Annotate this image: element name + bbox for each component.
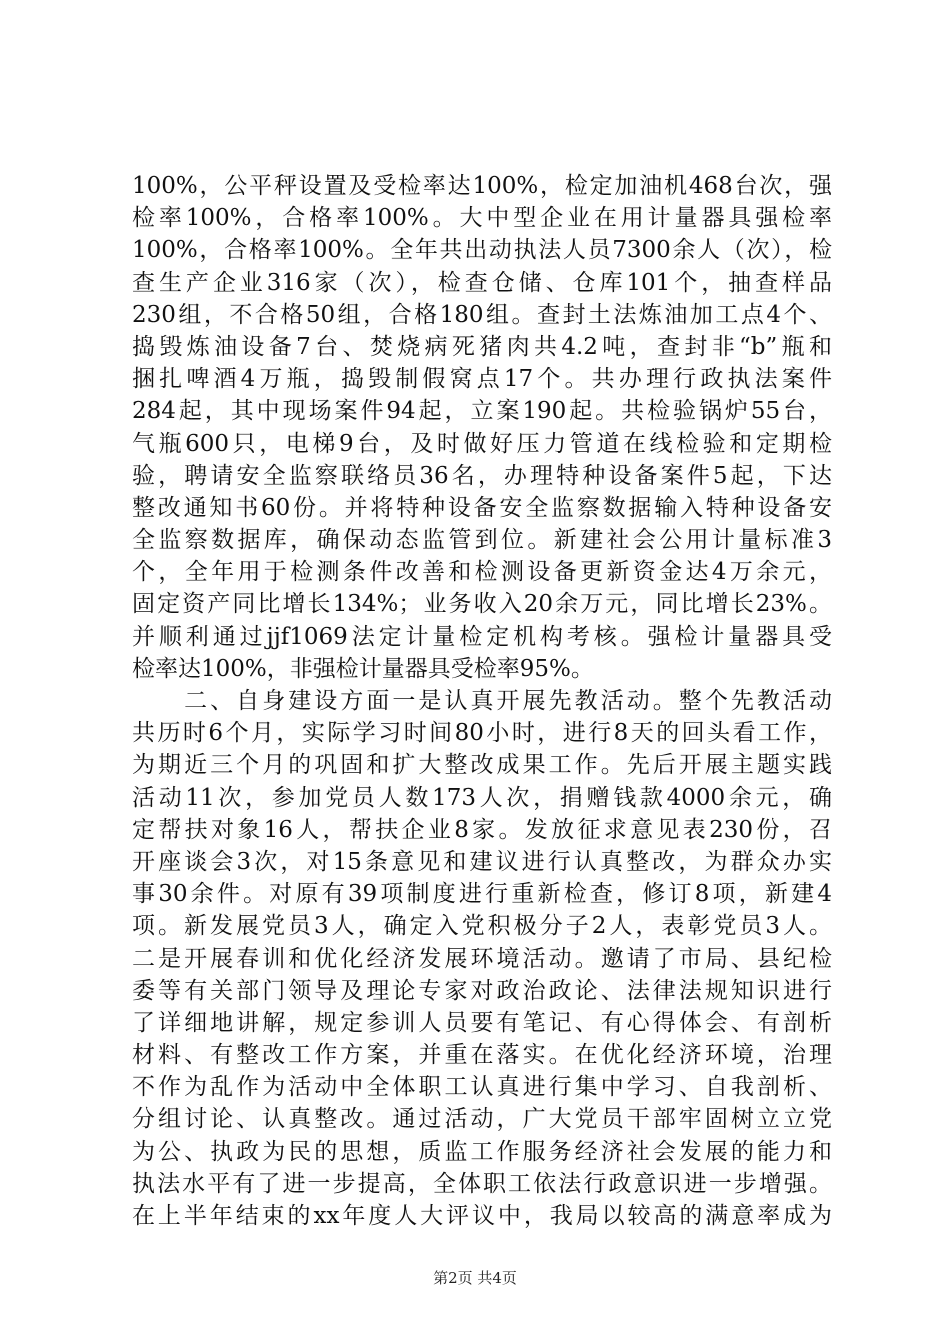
- text-line: 284起，其中现场案件94起，立案190起。共检验锅炉55台，: [132, 398, 832, 425]
- text-line: 检率100%，合格率100%。大中型企业在用计量器具强检率: [132, 205, 832, 232]
- text-line: 并顺利通过jjf1069法定计量检定机构考核。强检计量器具受: [132, 623, 832, 650]
- text-line: 查生产企业316家（次），检查仓储、仓库101个，抽查样品: [132, 269, 832, 296]
- text-line: 执法水平有了进一步提高，全体职工依法行政意识进一步增强。: [132, 1170, 832, 1197]
- text-line: 定帮扶对象16人，帮扶企业8家。发放征求意见表230份，召: [132, 816, 832, 843]
- text-line: 个，全年用于检测条件改善和检测设备更新资金达4万余元，: [132, 559, 832, 586]
- text-line: 活动11次，参加党员人数173人次，捐赠钱款4000余元，确: [132, 784, 832, 811]
- text-line: 事30余件。对原有39项制度进行重新检查，修订8项，新建4: [132, 881, 832, 908]
- text-line: 为期近三个月的巩固和扩大整改成果工作。先后开展主题实践: [132, 752, 832, 779]
- text-line: 整改通知书60份。并将特种设备安全监察数据输入特种设备安: [132, 494, 832, 521]
- text-line: 100%，公平秤设置及受检率达100%，检定加油机468台次，强: [132, 173, 832, 199]
- text-line: 100%，合格率100%。全年共出动执法人员7300余人（次），检: [132, 237, 832, 264]
- text-line: 委等有关部门领导及理论专家对政治政论、法律法规知识进行: [132, 977, 832, 1004]
- text-line: 项。新发展党员3人，确定入党积极分子2人，表彰党员3人。: [132, 913, 832, 940]
- text-line: 全监察数据库，确保动态监管到位。新建社会公用计量标准3: [132, 527, 832, 554]
- text-line: 气瓶600只，电梯9台，及时做好压力管道在线检验和定期检: [132, 430, 832, 457]
- document-body: [132, 170, 832, 1232]
- text-line: 二、自身建设方面一是认真开展先教活动。整个先教活动: [132, 688, 832, 714]
- text-line: 在上半年结束的xx年度人大评议中，我局以较高的满意率成为: [132, 1203, 832, 1229]
- text-line: 分组讨论、认真整改。通过活动，广大党员干部牢固树立立党: [132, 1106, 832, 1133]
- text-line: 为公、执政为民的思想，质监工作服务经济社会发展的能力和: [132, 1138, 832, 1165]
- text-line: 不作为乱作为活动中全体职工认真进行集中学习、自我剖析、: [132, 1074, 832, 1101]
- text-line: 捣毁炼油设备7台、焚烧病死猪肉共4.2吨，查封非“b”瓶和: [132, 333, 832, 360]
- paragraph-end-line: 检率达100%，非强检计量器具受检率95%。: [132, 655, 594, 682]
- text-line: 捆扎啤酒4万瓶，捣毁制假窝点17个。共办理行政执法案件: [132, 366, 832, 393]
- text-line: 验，聘请安全监察联络员36名，办理特种设备案件5起，下达: [132, 462, 832, 489]
- text-line: 开座谈会3次，对15条意见和建议进行认真整改，为群众办实: [132, 848, 832, 875]
- text-line: 材料、有整改工作方案，并重在落实。在优化经济环境，治理: [132, 1042, 832, 1069]
- text-line: 共历时6个月，实际学习时间80小时，进行8天的回头看工作，: [132, 720, 832, 747]
- text-line: 固定资产同比增长134%；业务收入20余万元，同比增长23%。: [132, 591, 832, 618]
- page-footer: 第2页 共4页: [433, 1269, 517, 1287]
- text-line: 了详细地讲解，规定参训人员要有笔记、有心得体会、有剖析: [132, 1009, 832, 1036]
- text-line: 230组，不合格50组，合格180组。查封土法炼油加工点4个、: [132, 301, 832, 328]
- text-line: 二是开展春训和优化经济发展环境活动。邀请了市局、县纪检: [132, 945, 832, 972]
